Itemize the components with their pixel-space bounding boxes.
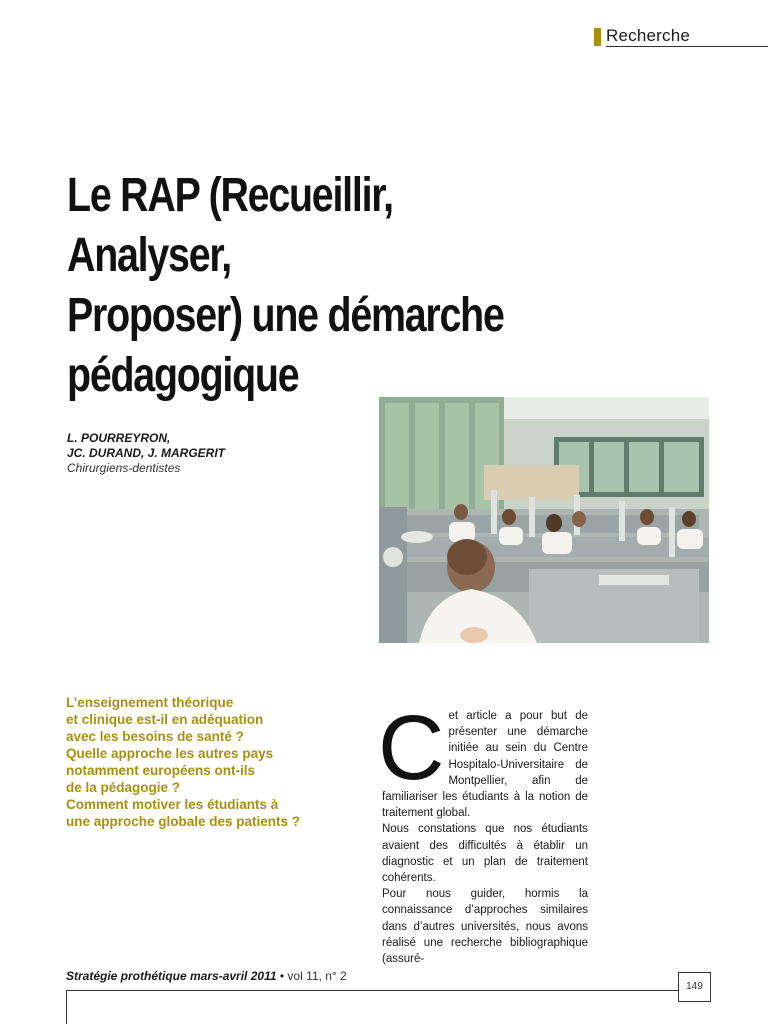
- page-footer: [66, 968, 347, 984]
- body-paragraph: et article a pour but de présenter une démarche initiée au sein du Centre Hospitalo-Universitaire de Montpellier, afin de familiariser les étudiants à la notion de traitement global.: [382, 710, 588, 820]
- lead-line: notamment européens ont-ils: [66, 763, 256, 778]
- page-number: 149: [678, 972, 711, 1002]
- lead-line: et clinique est-il en adéquation: [66, 712, 264, 727]
- author-names: L. POURREYRON, JC. DURAND, J. MARGERIT: [67, 431, 226, 460]
- body-paragraph: Pour nous guider, hormis la connaissance d’approches similaires dans d’autres universités, nous avons réalisé une recherche bibliographique (assuré-: [382, 888, 588, 966]
- article-title: [67, 166, 526, 406]
- author-role: Chirurgiens-dentistes: [67, 461, 181, 475]
- lead-questions: [66, 694, 346, 830]
- section-color-bar: [594, 28, 601, 46]
- lead-line: Comment motiver les étudiants à: [66, 797, 279, 812]
- footer-separator: •: [276, 969, 288, 983]
- classroom-photo: [379, 397, 709, 643]
- section-label: Recherche: [606, 26, 691, 45]
- author-block: [67, 431, 357, 476]
- lead-line: une approche globale des patients ?: [66, 814, 301, 829]
- lead-line: L’enseignement théorique: [66, 695, 234, 710]
- classroom-photo-illustration: [379, 397, 709, 643]
- title-line: pédagogique: [67, 349, 299, 402]
- journal-name: Stratégie prothétique mars-avril 2011: [66, 969, 277, 983]
- lead-line: avec les besoins de santé ?: [66, 729, 244, 744]
- lead-line: Quelle approche les autres pays: [66, 746, 274, 761]
- footer-vertical-rule: [66, 990, 67, 1024]
- section-tag: [594, 26, 768, 48]
- section-rule: [606, 46, 768, 47]
- footer-rule: [66, 990, 678, 991]
- journal-issue: vol 11, n° 2: [287, 969, 347, 983]
- body-paragraph: Nous constations que nos étudiants avaient des difficultés à établir un diagnostic et un plan de traitement cohérents.: [382, 823, 588, 885]
- title-line: Proposer) une démarche: [67, 289, 504, 342]
- lead-line: de la pédagogie ?: [66, 780, 181, 795]
- drop-cap: C: [378, 697, 445, 799]
- title-line: Le RAP (Recueillir, Analyser,: [67, 169, 393, 282]
- article-body: [378, 697, 588, 966]
